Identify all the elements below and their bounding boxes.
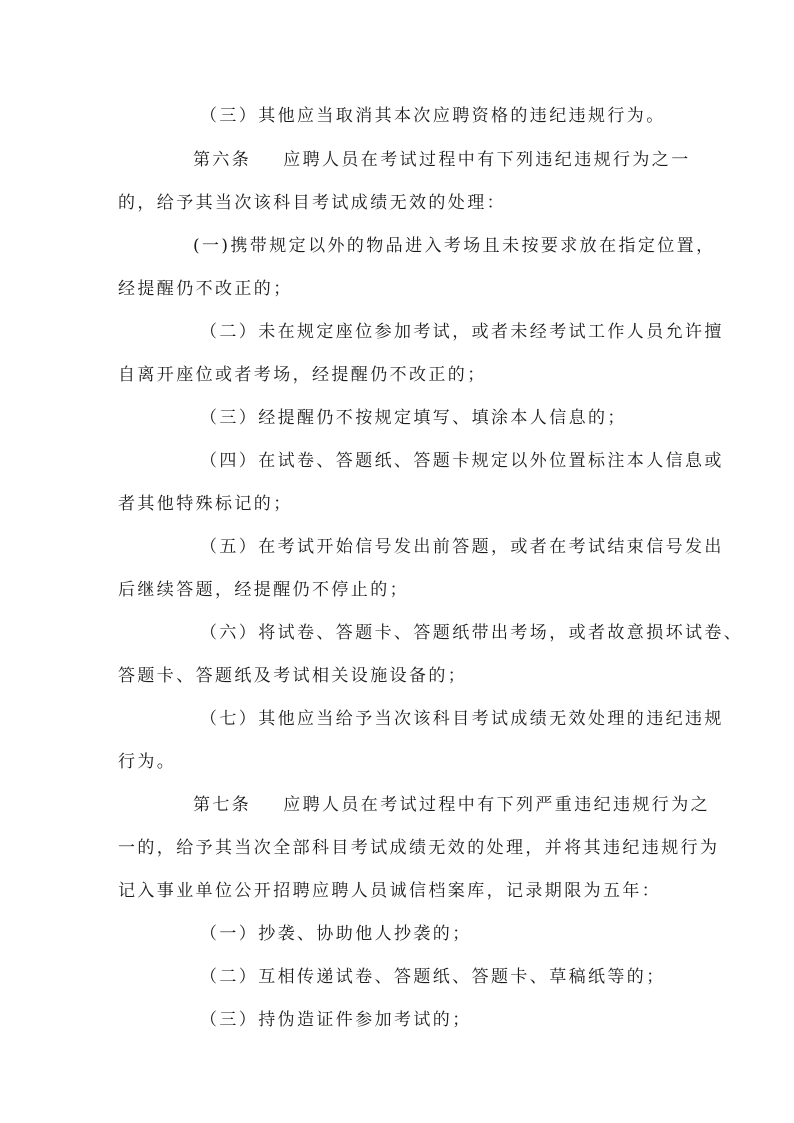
article-7-heading-line <box>193 795 710 815</box>
clause-line: （二）互相传递试卷、答题纸、答题卡、草稿纸等的； <box>200 967 666 987</box>
article-6-heading-line <box>193 150 691 170</box>
clause-line: （一）抄袭、协助他人抄袭的； <box>200 924 472 944</box>
clause-line: (一)携带规定以外的物品进入考场且未按要求放在指定位置， <box>193 236 716 256</box>
clause-continuation: 自离开座位或者考场，经提醒仍不改正的； <box>118 365 487 385</box>
article-6-label: 第六条 <box>193 150 252 170</box>
clause-line: （二）未在规定座位参加考试，或者未经考试工作人员允许擅 <box>200 322 724 342</box>
article-7-continuation: 记入事业单位公开招聘应聘人员诚信档案库，记录期限为五年： <box>118 881 662 901</box>
clause-continuation: 答题卡、答题纸及考试相关设施设备的； <box>118 666 468 686</box>
clause-line: （七）其他应当给予当次该科目考试成绩无效处理的违纪违规 <box>200 709 724 729</box>
article-7-label: 第七条 <box>193 795 252 815</box>
clause-line: （三）持伪造证件参加考试的； <box>200 1010 472 1030</box>
clause-line: （三）经提醒仍不按规定填写、填涂本人信息的； <box>200 408 627 428</box>
clause-line: （四）在试卷、答题纸、答题卡规定以外位置标注本人信息或 <box>200 451 724 471</box>
article-7-text: 应聘人员在考试过程中有下列严重违纪违规行为之 <box>283 795 711 815</box>
article-6-continuation: 的，给予其当次该科目考试成绩无效的处理： <box>118 193 506 213</box>
clause-continuation: 后继续答题，经提醒仍不停止的； <box>118 580 409 600</box>
clause-continuation: 经提醒仍不改正的； <box>118 279 293 299</box>
clause-line: （五）在考试开始信号发出前答题，或者在考试结束信号发出 <box>200 537 724 557</box>
clause-continuation: 行为。 <box>118 752 177 772</box>
article-7-continuation: 一的，给予其当次全部科目考试成绩无效的处理，并将其违纪违规行为 <box>118 838 720 858</box>
clause-line: （六）将试卷、答题卡、答题纸带出考场，或者故意损坏试卷、 <box>200 623 744 643</box>
article-6-text: 应聘人员在考试过程中有下列违纪违规行为之一 <box>283 150 691 170</box>
clause-continuation: 者其他特殊标记的； <box>118 494 293 514</box>
clause-line: （三）其他应当取消其本次应聘资格的违纪违规行为。 <box>200 106 666 126</box>
